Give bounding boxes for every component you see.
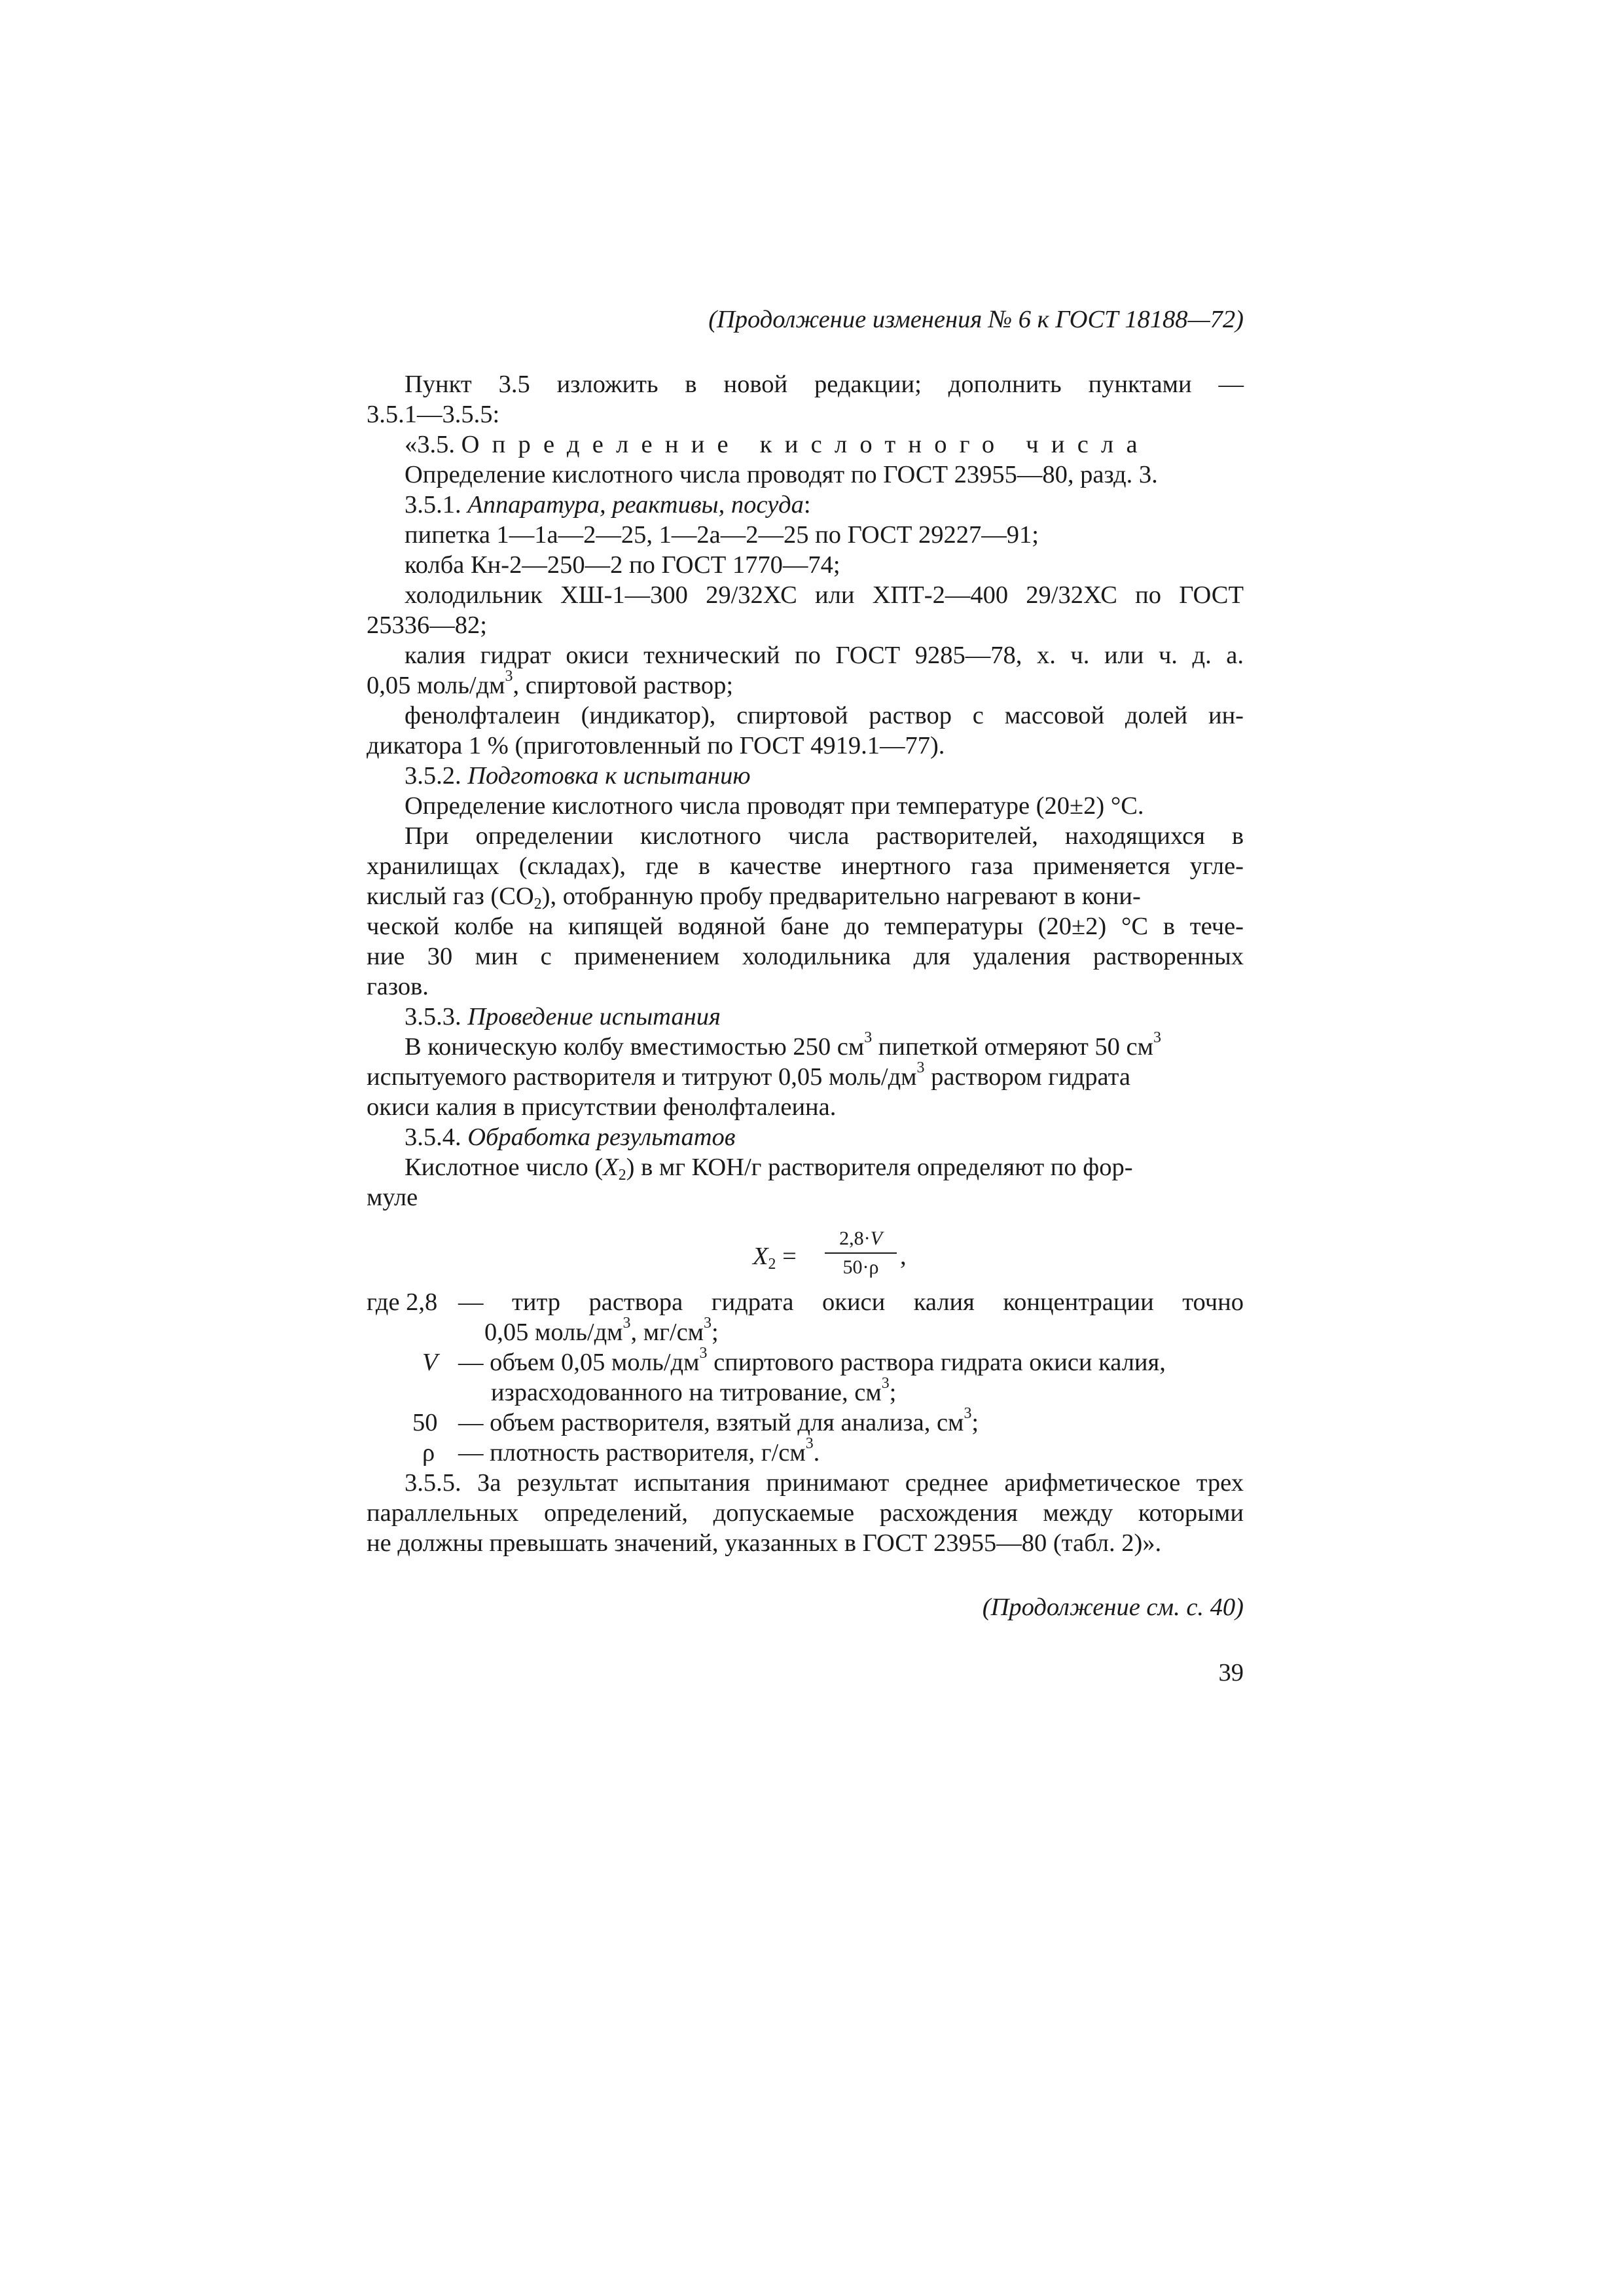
continuation-footer: (Продолжение см. с. 40) [982, 1594, 1244, 1621]
equals-sign: = [776, 1243, 797, 1270]
definition-text-cont [484, 1314, 719, 1347]
section-heading [405, 429, 1244, 460]
list-item: пипетка 1—1а—2—25, 1—2а—2—25 по ГОСТ 29227—91; [405, 521, 1039, 549]
text-run: ) в мг КОН/г растворителя определяют по фор- [626, 1154, 1133, 1181]
paragraph-line: 3.5.5. За результат испытания принимают среднее арифметическое трех [405, 1469, 1244, 1497]
definition-text: — титр раствора гидрата окиси калия концентрации точно [458, 1288, 1244, 1316]
text-run: , мг/см [630, 1319, 704, 1346]
paragraph-line: Определение кислотного числа проводят по ГОСТ 23955—80, разд. 3. [405, 461, 1158, 488]
subsection-title: Обработка результатов [467, 1123, 736, 1151]
text-run: израсходованного на титрование, см [491, 1379, 882, 1406]
continuation-header: (Продолжение изменения № 6 к ГОСТ 18188—72) [708, 306, 1244, 333]
paragraph-line [367, 1059, 1244, 1092]
text-run: 2,8· [839, 1228, 871, 1249]
paragraph-line: окиси калия в присутствии фенолфталеина. [367, 1093, 837, 1121]
list-item: калия гидрат окиси технический по ГОСТ 9285—78, х. ч. или ч. д. а. [405, 642, 1244, 669]
text-run: ; [889, 1379, 897, 1406]
paragraph-line [367, 881, 1244, 911]
paragraph-line: При определении кислотного числа растворителей, находящихся в [405, 822, 1244, 850]
superscript: 3 [864, 1029, 873, 1046]
subsection-heading [405, 490, 1244, 520]
subsection-number: 3.5.4. [405, 1123, 468, 1151]
text-run: 0,05 моль/дм [367, 672, 505, 699]
paragraph-line [405, 1152, 1244, 1182]
paragraph-line: 3.5.1—3.5.5: [367, 401, 500, 428]
superscript: 3 [505, 667, 513, 685]
text-run: — объем растворителя, взятый для анализа, см [458, 1409, 964, 1436]
paragraph-line [405, 1029, 1244, 1062]
formula-comma: , [900, 1243, 907, 1270]
paragraph-line: муле [367, 1184, 418, 1211]
definition-text [458, 1344, 1166, 1377]
subsection-heading [405, 1002, 1244, 1032]
fraction-bar [825, 1252, 897, 1254]
subsection-title: Проведение испытания [467, 1003, 721, 1030]
text-run: ; [971, 1409, 979, 1436]
page-number: 39 [1218, 1659, 1244, 1686]
definition-text-cont [491, 1374, 897, 1408]
list-item-cont: дикатора 1 % (приготовленный по ГОСТ 4919.1—77). [367, 732, 945, 759]
subsection-number: 3.5.1. [405, 491, 468, 519]
text-run: , спиртовой раствор; [513, 672, 734, 699]
text-run: . [813, 1439, 820, 1467]
subsection-title: Подготовка к испытанию [467, 762, 751, 790]
subsection-heading [405, 1122, 1244, 1152]
list-item: колба Кн-2—250—2 по ГОСТ 1770—74; [405, 551, 840, 579]
definition-text [458, 1404, 979, 1438]
definition-key: ρ [422, 1439, 435, 1467]
subsection-number: 3.5.3. [405, 1003, 468, 1030]
numerator [825, 1226, 897, 1251]
text-run: пипеткой отмеряют 50 см [872, 1033, 1153, 1061]
paragraph-line: не должны превышать значений, указанных в ГОСТ 23955—80 (табл. 2)». [367, 1529, 1162, 1557]
superscript: 3 [699, 1344, 708, 1362]
paragraph-line: газов. [367, 973, 429, 1000]
section-title-spaced: Определение кислотного числа [461, 431, 1150, 458]
text-run: кислый газ (СО [367, 883, 534, 910]
list-item-cont: 25336—82; [367, 611, 487, 639]
variable: V [870, 1228, 882, 1249]
denominator: 50·ρ [842, 1256, 879, 1278]
superscript: 3 [881, 1374, 890, 1392]
text-run: — плотность растворителя, г/см [458, 1439, 806, 1467]
superscript: 3 [916, 1059, 925, 1076]
subsection-punct: : [803, 491, 811, 519]
subscript: 2 [618, 1167, 626, 1184]
subsection-number: 3.5.2. [405, 762, 468, 790]
subsection-heading [405, 761, 1244, 791]
superscript: 3 [805, 1434, 814, 1452]
variable: X [603, 1154, 619, 1181]
paragraph-line: Определение кислотного числа проводят при температуре (20±2) °С. [405, 792, 1144, 820]
list-item: фенолфталеин (индикатор), спиртовой раствор с массовой долей ин- [405, 702, 1244, 729]
text-run: ), отобранную пробу предварительно нагревают в кони- [541, 883, 1141, 910]
paragraph-line: ние 30 мин с применением холодильника для удаления растворенных [367, 943, 1244, 970]
paragraph-line: Пункт 3.5 изложить в новой редакции; дополнить пунктами — [405, 371, 1244, 398]
paragraph-line: параллельных определений, допускаемые расхождения между которыми [367, 1499, 1244, 1527]
text-run: раствором гидрата [924, 1063, 1130, 1091]
text-run: испытуемого растворителя и титруют 0,05 моль/дм [367, 1063, 917, 1091]
formula-lhs [753, 1242, 797, 1271]
text-run: В коническую колбу вместимостью 250 см [405, 1033, 865, 1061]
superscript: 3 [1153, 1029, 1161, 1046]
superscript: 3 [964, 1404, 972, 1422]
text-run: — объем 0,05 моль/дм [458, 1349, 700, 1376]
paragraph-line: хранилищах (складах), где в качестве инертного газа применяется угле- [367, 852, 1244, 880]
superscript: 3 [704, 1314, 712, 1332]
definition-key: где 2,8 [367, 1288, 438, 1316]
list-item-cont [367, 667, 1244, 701]
subsection-title: Аппаратура, реактивы, посуда [467, 491, 804, 519]
definition-key: V [422, 1349, 438, 1376]
list-item: холодильник ХШ-1—300 29/32ХС или ХПТ-2—400 29/32ХС по ГОСТ [405, 581, 1244, 609]
subscript: 2 [533, 896, 542, 913]
superscript: 3 [623, 1314, 631, 1332]
definition-key: 50 [412, 1409, 438, 1436]
text-run: Кислотное число ( [405, 1154, 604, 1181]
fraction [825, 1226, 897, 1280]
section-number: «3.5. [405, 431, 461, 458]
text-run: 0,05 моль/дм [484, 1319, 623, 1346]
paragraph-line: ческой колбе на кипящей водяной бане до температуры (20±2) °С в тече- [367, 913, 1244, 940]
text-run: спиртового раствора гидрата окиси калия, [707, 1349, 1166, 1376]
subscript: 2 [768, 1256, 776, 1273]
variable: X [753, 1243, 768, 1270]
text-run: ; [711, 1319, 719, 1346]
definition-text [458, 1434, 820, 1468]
